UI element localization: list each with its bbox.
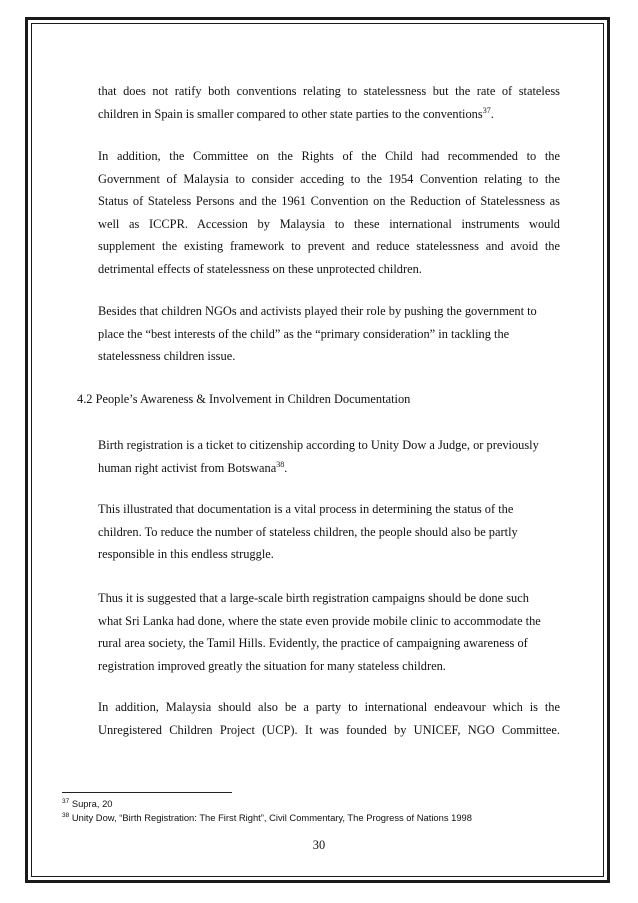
paragraph-6 bbox=[98, 587, 560, 677]
paragraph-5 bbox=[98, 498, 560, 566]
paragraph-line: supplement the existing framework to prevent and reduce statelessness and avoid the bbox=[98, 239, 560, 253]
paragraph-line: detrimental effects of statelessness on these unprotected children. bbox=[98, 261, 422, 276]
paragraph-3 bbox=[98, 300, 560, 368]
paragraph-line: Unregistered Children Project (UCP). It was founded by UNICEF, NGO Committee. bbox=[98, 722, 560, 737]
paragraph-line: In addition, the Committee on the Rights of the Child had recommended to the bbox=[98, 149, 560, 163]
paragraph-line: Birth registration is a ticket to citizenship according to Unity Dow a Judge, or previously bbox=[98, 438, 539, 452]
footnote-37: $^{37}$ Supra, 20 bbox=[62, 797, 113, 809]
footnote-ref-38[interactable]: 38 bbox=[276, 459, 285, 469]
paragraph-line: Thus it is suggested that a large-scale birth registration campaigns should be done such bbox=[98, 591, 529, 605]
paragraph-line: well as ICCPR. Accession by Malaysia to these international instruments would bbox=[98, 216, 560, 231]
paragraph-line: place the “best interests of the child” as the “primary consideration” in tackling the bbox=[98, 326, 510, 341]
footnote-ref-37[interactable]: 37 bbox=[482, 105, 491, 115]
paragraph-line: In addition, Malaysia should also be a party to international endeavour which is the bbox=[98, 700, 560, 714]
footnote-38: $^{38}$ Unity Dow, “Birth Registration: The First Right”, Civil Commentary, The Progress of Nations 1998 bbox=[62, 811, 472, 823]
paragraph-1 bbox=[98, 80, 560, 125]
paragraph-line: children in Spain is smaller compared to other state parties to the conventions$^{37}$. bbox=[98, 105, 494, 121]
paragraph-line: Government of Malaysia to consider acceding to the 1954 Convention relating to the bbox=[98, 171, 560, 186]
paragraph-line: what Sri Lanka had done, where the state even provide mobile clinic to accommodate the bbox=[98, 613, 541, 628]
section-heading: 4.2 People’s Awareness & Involvement in Children Documentation bbox=[77, 392, 411, 406]
footnote-separator bbox=[62, 792, 232, 793]
page-number: 30 bbox=[312, 838, 326, 852]
paragraph-line: responsible in this endless struggle. bbox=[98, 547, 274, 561]
paragraph-2 bbox=[98, 145, 560, 280]
paragraph-7 bbox=[98, 696, 560, 741]
paragraph-line: Status of Stateless Persons and the 1961 Convention on the Reduction of Statelessness as bbox=[98, 194, 560, 208]
paragraph-line: statelessness children issue. bbox=[98, 349, 236, 363]
paragraph-line: registration improved greatly the situation for many stateless children. bbox=[98, 658, 446, 673]
paragraph-line: rural area society, the Tamil Hills. Evidently, the practice of campaigning awareness of bbox=[98, 636, 528, 650]
paragraph-line: children. To reduce the number of stateless children, the people should also be partly bbox=[98, 524, 518, 539]
paragraph-line: This illustrated that documentation is a vital process in determining the status of the bbox=[98, 502, 514, 516]
paragraph-line: that does not ratify both conventions relating to statelessness but the rate of stateless bbox=[98, 84, 560, 98]
paragraph-line: human right activist from Botswana$^{38}$. bbox=[98, 459, 288, 475]
paragraph-4 bbox=[98, 434, 560, 479]
paragraph-line: Besides that children NGOs and activists played their role by pushing the government to bbox=[98, 304, 537, 318]
